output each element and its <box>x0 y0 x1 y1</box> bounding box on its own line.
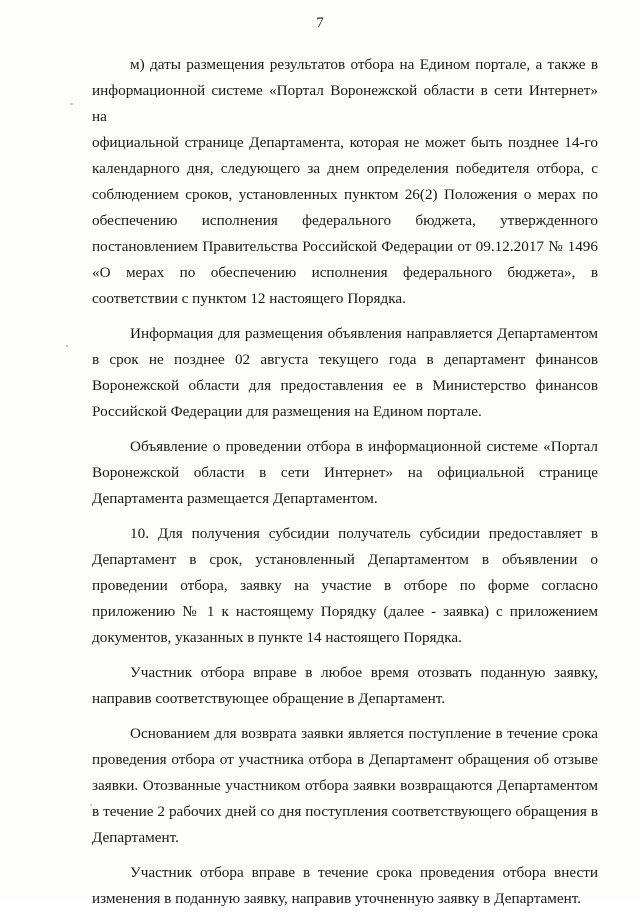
text-line: постановлением Правительства Российской Федерации от 09.12.2017 № 1496 <box>92 238 598 255</box>
text-line: «О мерах по обеспечению исполнения федерального бюджета», в <box>92 264 598 281</box>
text-line: документов, указанных в пункте 14 настоящего Порядка. <box>92 629 462 646</box>
paragraph-withdrawal <box>92 660 598 712</box>
text-line: проведении отбора, заявку на участие в отборе по форме согласно <box>92 577 598 594</box>
text-line: соответствии с пунктом 12 настоящего Порядка. <box>92 290 406 307</box>
scan-speck <box>70 103 73 105</box>
text-line: Информация для размещения объявления направляется Департаментом <box>130 325 598 342</box>
text-line: приложению № 1 к настоящему Порядку (далее - заявка) с приложением <box>92 603 598 620</box>
text-line: 10. Для получения субсидии получатель субсидии предоставляет в <box>130 525 598 542</box>
scan-speck <box>330 640 344 641</box>
text-line: Основанием для возврата заявки является поступление в течение срока <box>130 725 598 742</box>
text-line: информационной системе «Портал Воронежской области в сети Интернет» на <box>92 82 598 125</box>
text-line: календарного дня, следующего за днем определения победителя отбора, с <box>92 160 598 177</box>
paragraph-info-submission <box>92 321 598 425</box>
text-line: Департамент. <box>92 829 179 846</box>
page-number: 7 <box>316 15 324 31</box>
text-line: официальной странице Департамента, которая не может быть позднее 14-го <box>92 134 598 151</box>
paragraph-changes <box>92 860 598 912</box>
document-body <box>92 52 598 921</box>
text-line: Российской Федерации для размещения на Едином портале. <box>92 403 482 420</box>
text-line: изменения в поданную заявку, направив уточненную заявку в Департамент. <box>92 890 582 907</box>
text-line: Участник отбора вправе в любое время отозвать поданную заявку, <box>130 664 598 681</box>
text-line: Участник отбора вправе в течение срока проведения отбора внести <box>130 864 598 881</box>
text-line: в течение 2 рабочих дней со дня поступления соответствующего обращения в <box>92 803 598 820</box>
text-line: м) даты размещения результатов отбора на Едином портале, а также в <box>130 56 598 73</box>
scan-speck <box>570 873 573 875</box>
paragraph-return-grounds <box>92 721 598 851</box>
text-line: Объявление о проведении отбора в информационной системе «Портал <box>130 438 598 455</box>
text-line: соблюдением сроков, установленных пунктом 26(2) Положения о мерах по <box>92 186 598 203</box>
text-line: в срок не позднее 02 августа текущего года в департамент финансов <box>92 351 598 368</box>
text-line: обеспечению исполнения федерального бюджета, утвержденного <box>92 212 598 229</box>
paragraph-item-10 <box>92 521 598 651</box>
text-line: направив соответствующее обращение в Департамент. <box>92 690 446 707</box>
scan-speck <box>66 345 68 347</box>
text-line: Воронежской области в сети Интернет» на официальной странице <box>92 464 598 481</box>
text-line: Воронежской области для предоставления ее в Министерство финансов <box>92 377 598 394</box>
paragraph-announcement <box>92 434 598 512</box>
text-line: проведения отбора от участника отбора в Департамент обращения об отзыве <box>92 751 598 768</box>
paragraph-item-m <box>92 52 598 312</box>
scan-speck <box>90 804 92 806</box>
text-line: Департамент в срок, установленный Департаментом в объявлении о <box>92 551 598 568</box>
text-line: Департамента размещается Департаментом. <box>92 490 378 507</box>
text-line: заявки. Отозванные участником отбора заявки возвращаются Департаментом <box>92 777 598 794</box>
